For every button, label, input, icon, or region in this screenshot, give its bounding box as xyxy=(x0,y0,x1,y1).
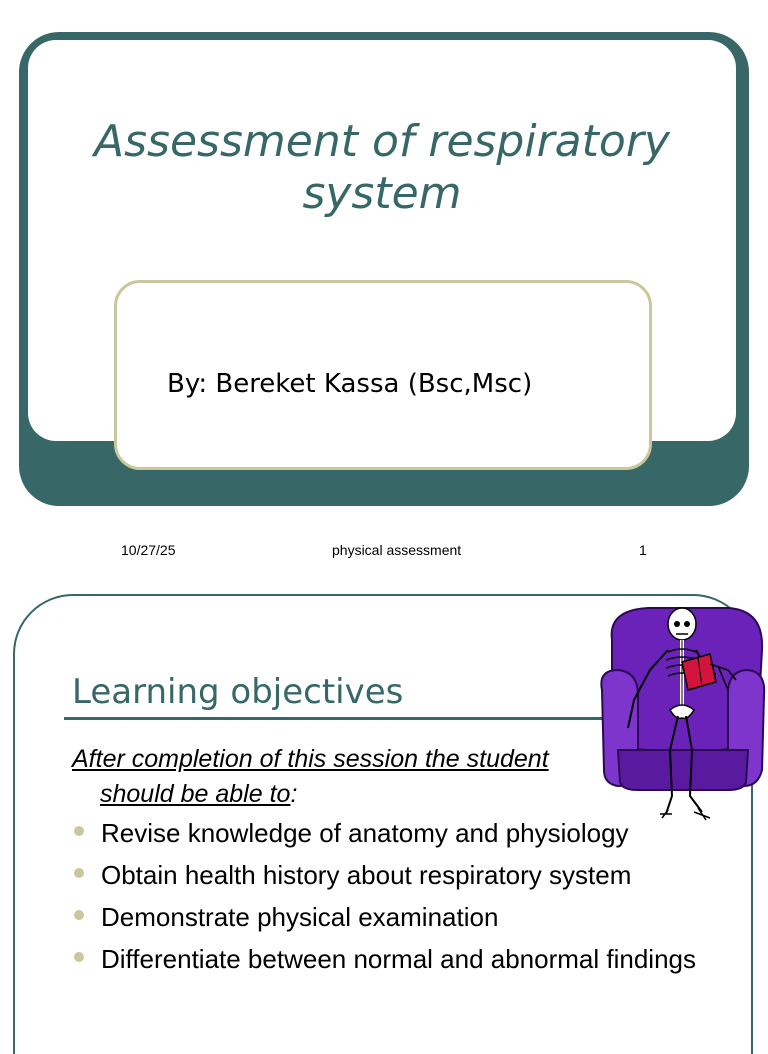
bullet-icon xyxy=(74,910,84,920)
intro-line-2-wrap xyxy=(72,777,612,812)
slide-title: Assessment of respiratory system xyxy=(94,116,670,219)
objectives-list xyxy=(72,816,712,984)
intro-colon: : xyxy=(290,780,298,808)
list-item-text: Obtain health history about respiratory system xyxy=(101,860,632,890)
footer-title: physical assessment xyxy=(332,542,462,558)
bullet-icon xyxy=(74,952,84,962)
list-item xyxy=(72,858,712,892)
objectives-heading: Learning objectives xyxy=(72,672,404,712)
list-item xyxy=(72,942,712,976)
author-line: By: Bereket Kassa (Bsc,Msc) xyxy=(167,369,533,399)
list-item-text: Differentiate between normal and abnormal findings xyxy=(101,944,696,974)
footer-date: 10/27/25 xyxy=(121,542,176,558)
heading-divider xyxy=(64,717,624,720)
bullet-icon xyxy=(74,868,84,878)
subtitle-box xyxy=(114,280,652,470)
list-item-text: Demonstrate physical examination xyxy=(101,902,499,932)
list-item-text: Revise knowledge of anatomy and physiology xyxy=(101,818,629,848)
objectives-intro xyxy=(72,742,612,812)
footer-page-number: 1 xyxy=(639,542,647,558)
intro-line-1: After completion of this session the student xyxy=(72,745,549,773)
intro-line-2: should be able to xyxy=(100,780,291,808)
skeleton-reading-in-armchair-icon xyxy=(598,600,768,824)
list-item xyxy=(72,900,712,934)
bullet-icon xyxy=(74,826,84,836)
